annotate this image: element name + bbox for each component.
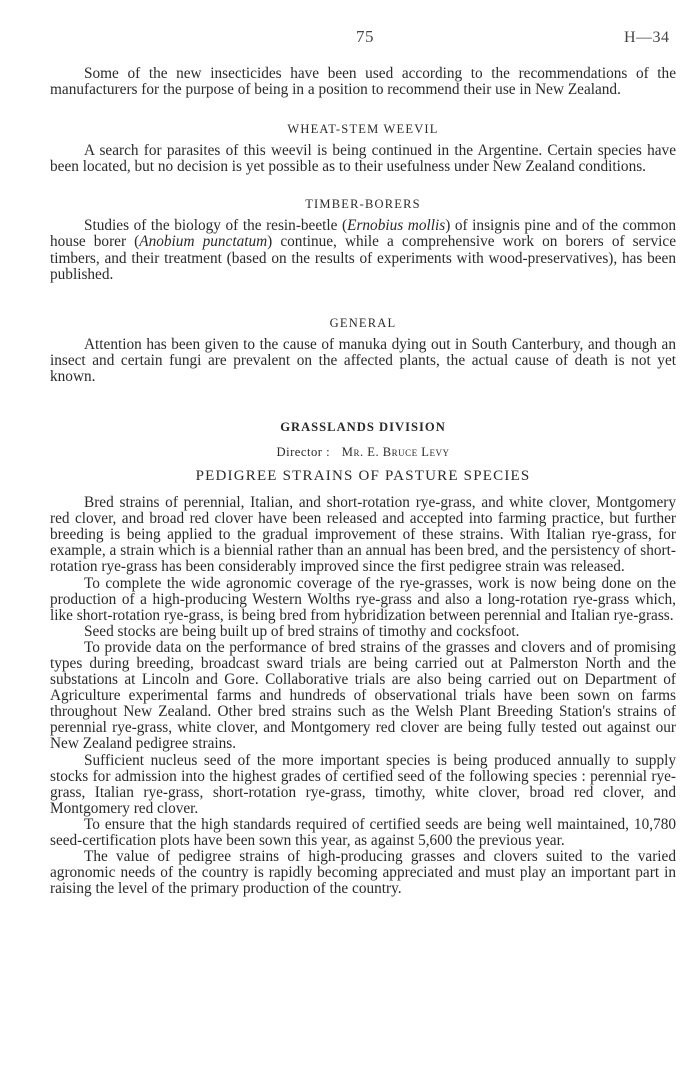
grasslands-division-title: GRASSLANDS DIVISION xyxy=(280,420,446,435)
grasslands-paragraph-1: Bred strains of perennial, Italian, and short-rotation rye-grass, and white clover, Montgomery red clover, and broad red clover have been released and accepted into farming practice, but further breeding is being applied to the gradual improvement of these strains. With Italian rye-grass, for example, a strain which is a biennial rather than an annual has been bred, and the persistency of short-rotation rye-grass has been considerably improved since the first pedigree strain was released. xyxy=(50,494,676,576)
grasslands-paragraph-6: To ensure that the high standards required of certified seeds are being well maintained, 10,780 seed-certification plots have been sown this year, as against 5,600 the previous year. xyxy=(50,815,676,849)
timber-text-b: ) of insignis pine and of the common house borer ( xyxy=(50,217,677,251)
timber-text-c: ) continue, while a comprehensive work on borers of service timbers, and their treatment (based on the results of experiments with wood-preservatives), has been published. xyxy=(50,233,676,283)
wheat-stem-weevil-paragraph: A search for parasites of this weevil is being continued in the Argentine. Certain species have been located, but no decision is yet possible as to their usefulness under New Zealand conditions. xyxy=(50,142,676,176)
grasslands-paragraph-3: Seed stocks are being built up of bred strains of timothy and cocksfoot. xyxy=(84,622,520,640)
director-line xyxy=(50,445,676,460)
timber-borers-paragraph xyxy=(50,218,676,282)
grasslands-paragraph-2: To complete the wide agronomic coverage of the rye-grasses, work is now being done on the production of a high-producing Western Wolths rye-grass and also a long-rotation rye-grass which, like short-rotation rye-grass, is being bred from hybridization between perennial and Italian rye-grass. xyxy=(50,574,676,624)
timber-text-a: Studies of the biology of the resin-beetle ( xyxy=(84,217,348,235)
species-name-ernobius: Ernobius mollis xyxy=(347,217,446,235)
general-paragraph: Attention has been given to the cause of manuka dying out in South Canterbury, and though an insect and certain fungi are prevalent on the affected plants, the actual cause of death is not yet known. xyxy=(50,335,676,385)
director-label: Director : xyxy=(276,445,331,460)
page-number: 75 xyxy=(356,27,374,46)
director-name: Mr. E. Bruce Levy xyxy=(341,445,450,460)
document-reference: H—34 xyxy=(624,29,670,46)
general-heading: GENERAL xyxy=(329,315,397,330)
wheat-stem-weevil-heading: WHEAT-STEM WEEVIL xyxy=(287,122,439,137)
species-name-anobium: Anobium punctatum xyxy=(139,233,268,251)
grasslands-paragraph-4: To provide data on the performance of bred strains of the grasses and clovers and of promising types during breeding, broadcast sward trials are being carried out at Palmerston North and the substations at Lincoln and Gore. Collaborative trials are also being carried out on Department of Agriculture experimental farms and hundreds of observational trials have been sown on farms throughout New Zealand. Other bred strains such as the Welsh Plant Breeding Station's strains of perennial rye-grass, white clover, and Montgomery red clover are being fully tested out against our New Zealand pedigree strains. xyxy=(50,638,676,753)
grasslands-paragraph-7: The value of pedigree strains of high-producing grasses and clovers suited to the varied agronomic needs of the country is rapidly becoming appreciated and must play an important part in raising the level of the primary production of the country. xyxy=(50,848,676,898)
pedigree-strains-heading: PEDIGREE STRAINS OF PASTURE SPECIES xyxy=(195,468,531,485)
timber-borers-heading: TIMBER-BORERS xyxy=(305,197,421,212)
intro-paragraph: Some of the new insecticides have been used according to the recommendations of the manufacturers for the purpose of being in a position to recommend their use in New Zealand. xyxy=(50,65,676,99)
grasslands-paragraph-5: Sufficient nucleus seed of the more important species is being produced annually to supply stocks for admission into the highest grades of certified seed of the following species : perennial rye-grass, Italian rye-grass, short-rotation rye-grass, timothy, white clover, broad red clover, and Montgomery red clover. xyxy=(50,751,676,817)
document-body xyxy=(50,66,676,897)
